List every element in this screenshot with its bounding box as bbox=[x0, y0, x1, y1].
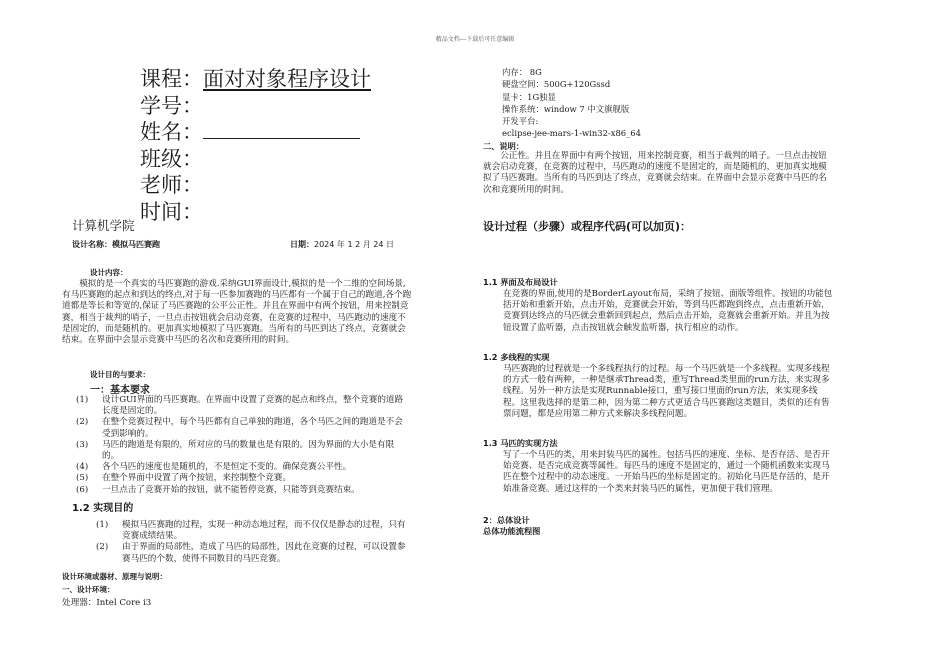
college-name: 计算机学院 bbox=[72, 218, 135, 233]
course-row bbox=[140, 66, 371, 93]
gpu-line: 显卡：1G独显 bbox=[502, 91, 556, 102]
course-label: 课程： bbox=[140, 67, 203, 91]
list-item-number: (6) bbox=[76, 484, 89, 495]
ide-line: eclipse-jee-mars-1-win32-x86_64 bbox=[502, 128, 641, 139]
class-row bbox=[140, 146, 371, 173]
date-value: 2024 年 1 2 月 24 日 bbox=[314, 240, 394, 249]
list-item bbox=[76, 473, 411, 484]
environment-heading: 设计环境或器材、原理与说明： bbox=[62, 572, 167, 581]
list-item bbox=[76, 440, 411, 462]
list-item-text: 一旦点击了竞赛开始的按钮，就不能暂停竞赛，只能等到竞赛结束。 bbox=[102, 484, 360, 495]
os-line: 操作系统：window 7 中文旗舰版 bbox=[502, 103, 630, 114]
disk-line: 硬盘空间：500G+120Gssd bbox=[502, 79, 611, 90]
list-item-number: (5) bbox=[76, 473, 89, 484]
watermark: 精品文档---下载后可任意编辑 bbox=[435, 36, 515, 43]
list-item-number: (2) bbox=[76, 417, 89, 428]
name-label: 姓名： bbox=[140, 120, 203, 144]
time-label: 时间： bbox=[140, 199, 203, 224]
section-1-2-heading: 1.2 多线程的实现 bbox=[483, 352, 550, 362]
environment-sub-heading: 一、设计环境： bbox=[62, 585, 115, 594]
list-item-text: 在整个界面中设置了两个按钮，来控制整个竞赛。 bbox=[102, 473, 292, 484]
list-item bbox=[76, 462, 411, 473]
list-item-number: (1) bbox=[96, 520, 109, 530]
list-item-text: 马匹的跑道是有限的，所对应的马的数量也是有限的。因为界面的大小是有限的。 bbox=[102, 439, 395, 462]
list-item bbox=[76, 485, 411, 496]
list-item bbox=[96, 542, 412, 564]
section-1-2-text: 马匹赛跑的过程就是一个多线程执行的过程。每一个马匹就是一个多线程。实现多线程的方式一般有两种，一种是继承Thread类，重写Thread类里面的run方法，来实现多线程。另外一种方法是实现Runnable接口，重写接口里面的run方法，来实现多线程。这里我选择的是第二种，因为第二种方式更适合马匹赛跑这类题目，类似的还有售票问题，都是应用第二种方式来解决多线程问题。 bbox=[503, 364, 830, 419]
list-item-number: (2) bbox=[96, 542, 109, 553]
student-id-row bbox=[140, 93, 371, 120]
design-date bbox=[290, 239, 394, 250]
explain-paragraph: 公正性。并且在界面中有两个按钮，用来控制竞赛，相当于裁判的哨子。一旦点击按钮就会启动竞赛，在竞赛的过程中，马匹跑动的速度不是固定的，而是随机的，更加真实地模拟了马匹赛跑。当所有的马匹到达了终点，竞赛就会结束。在界面中会显示竞赛中马匹的名次和竞赛所用的时间。 bbox=[483, 151, 827, 195]
list-item bbox=[96, 520, 412, 542]
course-value: 面对对象程序设计 bbox=[203, 67, 371, 91]
explain-heading: 二、说明： bbox=[483, 141, 524, 151]
section-2-heading: 2：总体设计 bbox=[483, 515, 530, 525]
memory-line: 内存： 8G bbox=[502, 67, 542, 77]
basic-requirements-list bbox=[76, 395, 411, 496]
list-item-number: (1) bbox=[76, 395, 89, 405]
student-id-label: 学号： bbox=[140, 93, 203, 118]
list-item-number: (3) bbox=[76, 439, 89, 450]
list-item bbox=[76, 417, 411, 439]
cover-block bbox=[140, 66, 371, 225]
name-blank-line bbox=[203, 122, 360, 139]
process-heading: 设计过程（步骤）或程序代码(可以加页)： bbox=[483, 220, 692, 233]
design-name: 设计名称：模拟马匹赛跑 bbox=[72, 240, 160, 249]
time-row bbox=[140, 199, 371, 226]
cpu-line: 处理器：Intel Core i3 bbox=[62, 598, 152, 608]
dev-platform-line: 开发平台: bbox=[502, 116, 539, 127]
section-1-1-text: 在竞赛的界面,使用的是BorderLayout布局，采纳了按钮、面版等组件。按钮的功能包括开始和重新开始，点击开始，竞赛就会开始，等到马匹都跑到终点，点击重新开始，竞赛到达终点的马匹就会重新回到起点，然后点击开始，竞赛就会重新开始。并且为按钮设置了监听器，点击按钮就会触发监听器，执行相应的动作。 bbox=[503, 289, 833, 333]
section-1-1-heading: 1.1 界面及布局设计 bbox=[483, 277, 558, 287]
list-item-number: (4) bbox=[76, 462, 89, 473]
design-info-line bbox=[72, 239, 432, 250]
goal-list bbox=[96, 520, 412, 565]
teacher-row bbox=[140, 172, 371, 199]
list-item-text: 在整个竞赛过程中，每个马匹都有自己单独的跑道，各个马匹之间的跑道是不会受到影响的。 bbox=[102, 417, 403, 439]
list-item-text: 由于界面的局部性，造成了马匹的局部性，因此在竞赛的过程，可以设置参赛马匹的个数，使得不同数目的马匹竞赛。 bbox=[122, 542, 406, 564]
goal-heading: 1.2 实现目的 bbox=[72, 503, 134, 514]
content-heading: 设计内容： bbox=[90, 268, 128, 277]
environment-details bbox=[502, 66, 641, 140]
list-item-text: 模拟马匹赛跑的过程，实现一种动态地过程，而不仅仅是静态的过程，只有竞赛成绩结果。 bbox=[122, 520, 406, 542]
purpose-heading: 设计目的与要求： bbox=[90, 370, 150, 379]
date-label: 日期： bbox=[290, 240, 314, 249]
list-item-text: 各个马匹的速度也是随机的，不是恒定不变的。确保竞赛公平性。 bbox=[102, 462, 352, 473]
content-paragraph: 模拟的是一个真实的马匹赛跑的游戏.采纳GUI界面设计,模拟的是一个二维的空间场景,有马匹赛跑的起点和到达的终点,对于每一匹参加赛跑的马匹都有一个属于自己的跑道,各个跑道都是等长和等宽的,保证了马匹赛跑的公平公正性。并且在界面中有两个按钮，用来控制竞赛，相当于裁判的哨子，一旦点击按钮就会启动竞赛，在竞赛的过程中，马匹跑动的速度不是固定的，而是随机的。更加真实地模拟了马匹赛跑。当所有的马匹到达了终点，竞赛就会结束。在界面中会显示竞赛中马匹的名次和竞赛所用的时间。 bbox=[62, 279, 412, 346]
section-1-3-heading: 1.3 马匹的实现方法 bbox=[483, 438, 558, 448]
list-item-text: 设计GUI界面的马匹赛跑。在界面中设置了竞赛的起点和终点，整个竞赛的道路长度是固定的。 bbox=[102, 395, 404, 417]
section-1-3-text: 写了一个马匹的类，用来封装马匹的属性。包括马匹的速度、坐标、是否存活、是否开始竞赛、是否完成竞赛等属性。每匹马的速度不是固定的，通过一个随机函数来实现马匹在整个过程中的动态速度。一开始马匹的坐标是固定的。初始化马匹是存活的，是开始准备竞赛。通过这样的一个类来封装马匹的属性，更加便于我们管理。 bbox=[503, 450, 830, 494]
list-item bbox=[76, 395, 411, 417]
teacher-label: 老师： bbox=[140, 173, 203, 197]
name-row bbox=[140, 119, 371, 146]
flowchart-heading: 总体功能流程图 bbox=[483, 526, 541, 536]
class-label: 班级： bbox=[140, 146, 203, 171]
basic-requirements-heading: 一：基本要求 bbox=[90, 385, 150, 396]
